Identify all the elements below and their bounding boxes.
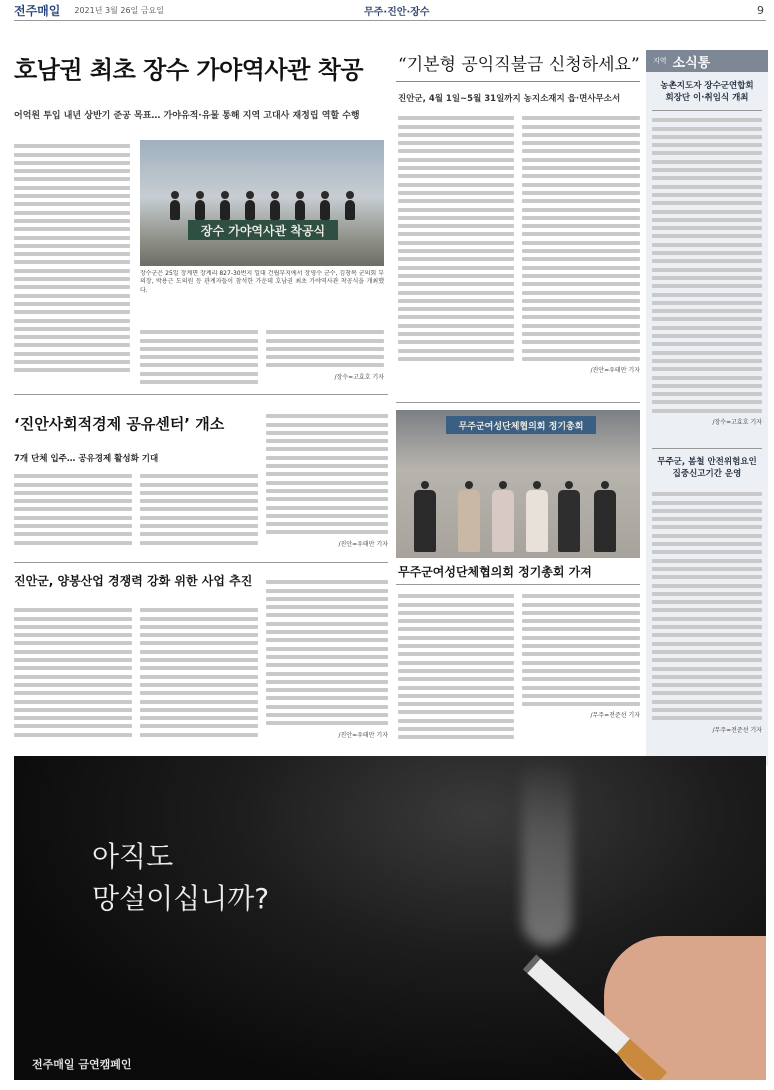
page-number: 9 xyxy=(757,3,764,17)
article3-headline: ‘진안사회적경제 공유센터’ 개소 xyxy=(14,415,225,433)
page-header xyxy=(14,0,766,20)
divider xyxy=(396,402,640,403)
divider xyxy=(396,584,640,585)
article1-photo-caption: 장수군은 25일 장계면 장계리 827-30번지 일대 건립부지에서 장영수 군수, 김창복 군의회 부의장, 박용근 도의원 등 관계자들이 참석한 가운데 호남권 최초 가야역사관 착공식을 개최했다. xyxy=(140,270,384,294)
divider xyxy=(14,562,388,563)
article3-body-col3 xyxy=(266,410,388,556)
photo-banner: 무주군여성단체협의회 정기총회 xyxy=(446,416,596,434)
article1-body-col1 xyxy=(14,140,130,390)
ad-headline-line1: 아직도 xyxy=(92,840,174,873)
article4-credit: /무주=전준선 기자 xyxy=(590,712,640,720)
sidebar-item1-title xyxy=(646,80,768,104)
ad-campaign-label: 전주매일 금연캠페인 xyxy=(32,1058,132,1071)
article4-body-col1 xyxy=(398,590,514,748)
ad-headline-line2: 망설이십니까? xyxy=(92,882,270,915)
ad-headline xyxy=(92,836,269,920)
sidebar-item2-credit: /무주=전준선 기자 xyxy=(712,726,762,734)
divider xyxy=(652,110,762,111)
sidebar-item1-body xyxy=(652,114,762,442)
smoke-image xyxy=(522,756,572,946)
article1-subheadline: 어억원 투입 내년 상반기 준공 목표… 가야유적·유물 통해 지역 고대사 재정립 역할 수행 xyxy=(14,111,360,121)
article1-headline: 호남권 최초 장수 가야역사관 착공 xyxy=(14,56,363,84)
article2-headline: “기본형 공익직불금 신청하세요” xyxy=(398,55,640,75)
article4-body-col2 xyxy=(522,590,640,748)
article1-body-col2 xyxy=(140,326,258,386)
section-name: 무주·진안·장수 xyxy=(364,6,430,18)
article5-headline: 진안군, 양봉산업 경쟁력 강화 위한 사업 추진 xyxy=(14,574,253,588)
article5-credit: /진안=우태만 기자 xyxy=(338,731,388,739)
article5-body-col1 xyxy=(14,604,132,748)
article5-body-col3 xyxy=(266,576,388,748)
article3-credit: /진안=우태만 기자 xyxy=(338,540,388,548)
sidebar-item1-title-line1: 농촌지도자 장수군연합회 xyxy=(660,81,754,91)
sidebar-item2-title-line2: 집중신고기간 운영 xyxy=(672,469,742,479)
photo-banner: 장수 가야역사관 착공식 xyxy=(188,220,338,240)
sidebar-item2-title-line1: 무주군, 봄철 안전위험요인 xyxy=(657,457,757,467)
article4-headline: 무주군여성단체협의회 정기총회 가져 xyxy=(398,565,592,579)
header-divider xyxy=(14,20,766,21)
article2-body-col1 xyxy=(398,112,514,380)
sidebar-title: 소식통 xyxy=(672,55,711,71)
article1-credit: /장수=고효호 기자 xyxy=(334,373,384,381)
sidebar-item2-title xyxy=(646,456,768,480)
article5-body-col2 xyxy=(140,604,258,748)
sidebar-item2-body xyxy=(652,488,762,750)
article3-body-col1 xyxy=(14,470,132,554)
divider xyxy=(652,448,762,449)
sidebar-item1-title-line2: 회장단 이·취임식 개최 xyxy=(665,93,749,103)
article3-body-col2 xyxy=(140,470,258,554)
article4-photo xyxy=(396,410,640,558)
article1-photo xyxy=(140,140,384,266)
divider xyxy=(396,81,640,82)
anti-smoking-ad xyxy=(14,756,766,1080)
article2-credit: /진안=우태만 기자 xyxy=(590,367,640,375)
article2-subheadline: 진안군, 4월 1일~5월 31일까지 농지소재지 읍·면사무소서 xyxy=(398,94,621,104)
article1-body-col3 xyxy=(266,326,384,386)
article2-body-col2 xyxy=(522,112,640,396)
sidebar-tag: 지역 xyxy=(653,57,667,65)
divider xyxy=(14,394,388,395)
issue-date: 2021년 3월 26일 금요일 xyxy=(74,5,165,15)
sidebar-header xyxy=(646,50,768,72)
masthead: 전주매일 xyxy=(14,3,61,18)
sidebar-item1-credit: /장수=고효호 기자 xyxy=(712,418,762,426)
article3-subheadline: 7개 단체 입주… 공유경제 활성화 기대 xyxy=(14,454,159,464)
